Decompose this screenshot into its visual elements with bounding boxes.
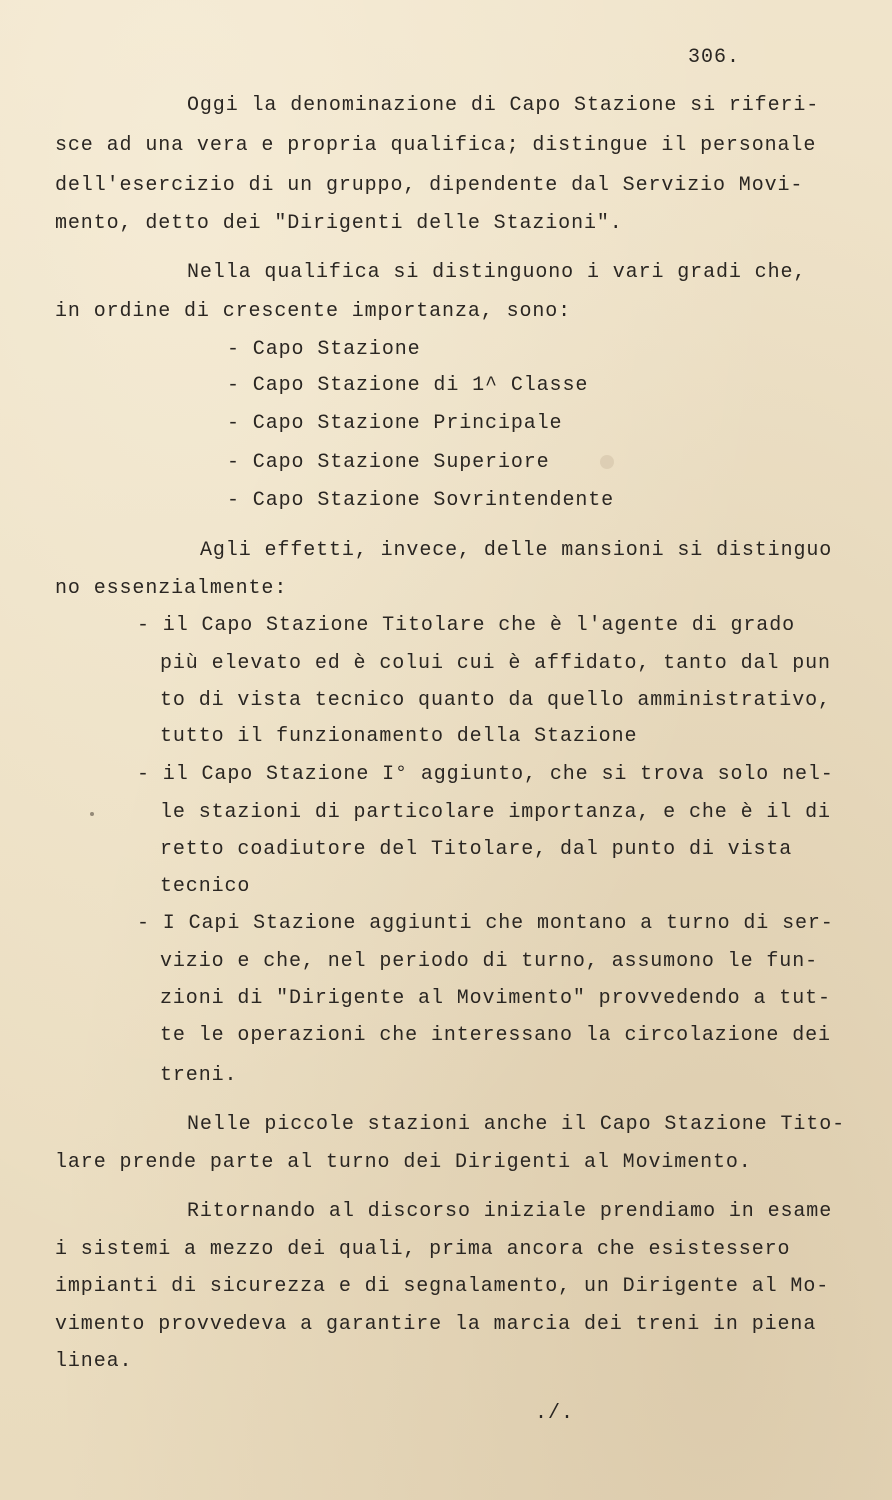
paragraph-2-line: in ordine di crescente importanza, sono: <box>55 300 572 323</box>
grade-list-item: - Capo Stazione Superiore <box>227 451 550 474</box>
grade-list-item: - Capo Stazione <box>227 338 421 361</box>
paragraph-5-line: vimento provvedeva a garantire la marcia dei treni in piena <box>55 1313 817 1336</box>
role-bullet-line: tutto il funzionamento della Stazione <box>160 725 638 748</box>
continuation-mark: ./. <box>535 1402 575 1425</box>
role-bullet-line: tecnico <box>160 875 251 898</box>
role-bullet-line: treni. <box>160 1064 238 1087</box>
role-bullet-line: to di vista tecnico quanto da quello amministrativo, <box>160 689 831 712</box>
role-bullet-line: vizio e che, nel periodo di turno, assumono le fun- <box>160 950 818 973</box>
role-bullet-line: più elevato ed è colui cui è affidato, tanto dal pun <box>160 652 831 675</box>
paragraph-1-line: Oggi la denominazione di Capo Stazione si riferi- <box>187 94 820 117</box>
role-bullet-line: le stazioni di particolare importanza, e che è il di <box>160 801 831 824</box>
paragraph-4-line: Nelle piccole stazioni anche il Capo Stazione Tito- <box>187 1113 845 1136</box>
paragraph-3-line: Agli effetti, invece, delle mansioni si distinguo <box>200 539 833 562</box>
paragraph-5-line: Ritornando al discorso iniziale prendiamo in esame <box>187 1200 833 1223</box>
grade-list-item: - Capo Stazione Sovrintendente <box>227 489 615 512</box>
role-bullet-line: te le operazioni che interessano la circolazione dei <box>160 1024 831 1047</box>
paper-stain <box>90 812 94 816</box>
role-bullet-line: retto coadiutore del Titolare, dal punto di vista <box>160 838 793 861</box>
paragraph-5-line: impianti di sicurezza e di segnalamento, un Dirigente al Mo- <box>55 1275 830 1298</box>
role-bullet-line: - il Capo Stazione Titolare che è l'agente di grado <box>137 614 795 637</box>
page-number: 306. <box>688 46 741 69</box>
grade-list-item: - Capo Stazione Principale <box>227 412 563 435</box>
paragraph-3-line: no essenzialmente: <box>55 577 288 600</box>
role-bullet-line: zioni di "Dirigente al Movimento" provvedendo a tut- <box>160 987 831 1010</box>
paragraph-1-line: sce ad una vera e propria qualifica; distingue il personale <box>55 134 817 157</box>
paragraph-4-line: lare prende parte al turno dei Dirigenti al Movimento. <box>55 1151 752 1174</box>
paragraph-5-line: linea. <box>55 1350 133 1373</box>
paragraph-1-line: mento, detto dei "Dirigenti delle Stazioni". <box>55 212 623 235</box>
paragraph-5-line: i sistemi a mezzo dei quali, prima ancora che esistessero <box>55 1238 791 1261</box>
paper-stain <box>600 455 614 469</box>
grade-list-item: - Capo Stazione di 1^ Classe <box>227 374 589 397</box>
role-bullet-line: - I Capi Stazione aggiunti che montano a turno di ser- <box>137 912 834 935</box>
role-bullet-line: - il Capo Stazione I° aggiunto, che si trova solo nel- <box>137 763 834 786</box>
paragraph-2-line: Nella qualifica si distinguono i vari gradi che, <box>187 261 807 284</box>
paragraph-1-line: dell'esercizio di un gruppo, dipendente dal Servizio Movi- <box>55 174 804 197</box>
